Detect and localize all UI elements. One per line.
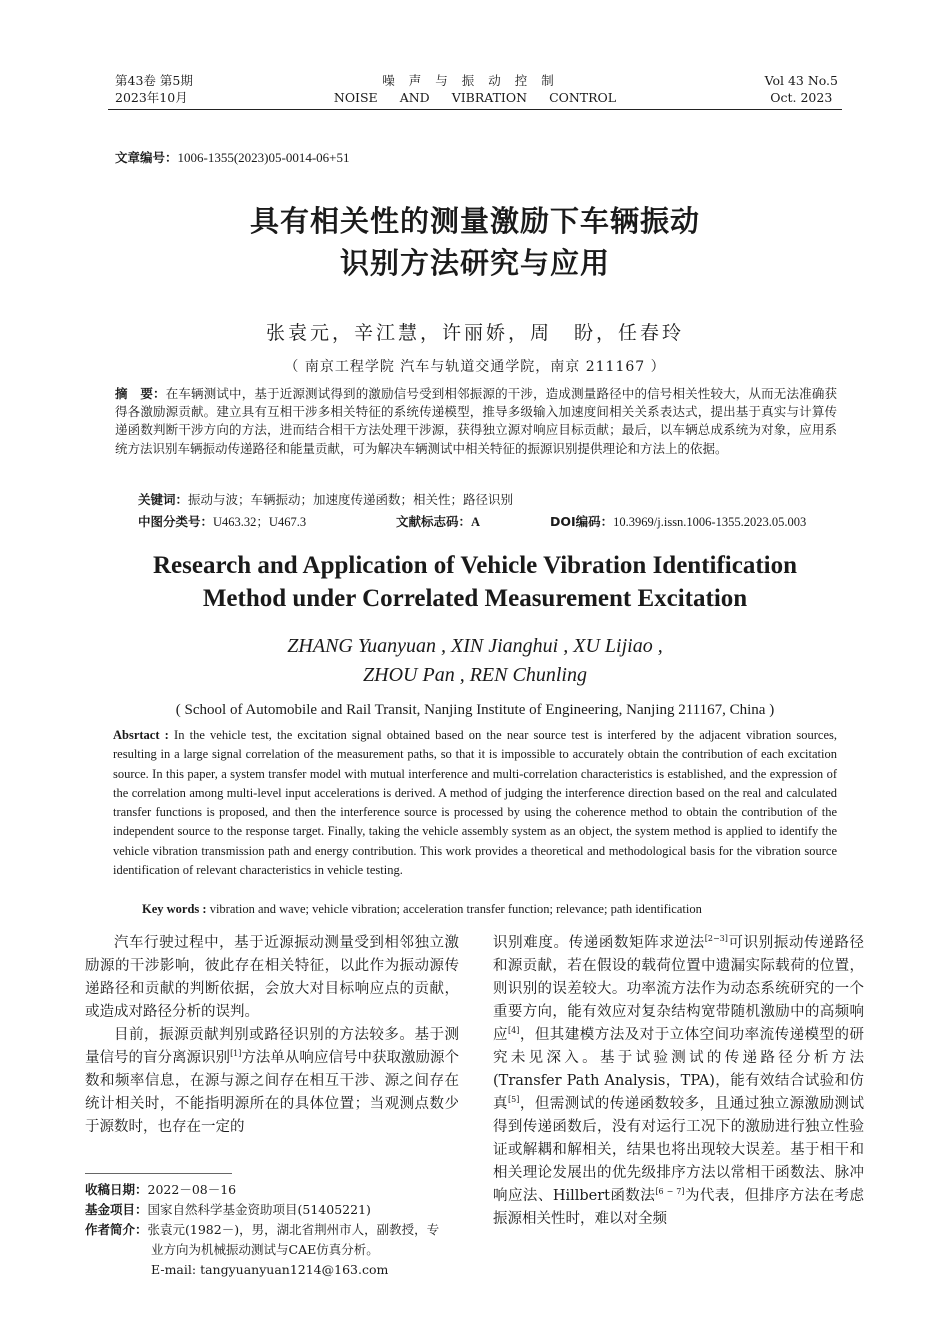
clc-number bbox=[138, 512, 306, 530]
received-label: 收稿日期： bbox=[85, 1182, 148, 1197]
clc-value: U463.32；U467.3 bbox=[213, 515, 307, 529]
body-text: ，但其建模方法及对于立体空间功率流传递模型的研究未见深入。基于试验测试的传递路径分析方法(Transfer Path Analysis，TPA)，能有效结合试验和仿真 bbox=[493, 1027, 865, 1112]
affiliation-cn: （ 南京工程学院 汽车与轨道交通学院，南京 211167 ） bbox=[284, 359, 666, 375]
document-code-label: 文献标志码： bbox=[396, 514, 472, 529]
publication-date-en: Oct. 2023 bbox=[770, 90, 833, 105]
abstract-cn-text: 在车辆测试中，基于近源测试得到的激励信号受到相邻振源的干涉，造成测量路径中的信号相关性较大，从而无法准确获得各激励源贡献。建立具有互相干涉多相关特征的系统传递模型，推导多级输入加速度间相关关系表达式，提出基于真实与计算传递函数判断干涉方向的方法，进而结合相干方法处理干涉源，获得独立源对响应目标贡献；最后，以车辆总成系统为对象，应用系统方法识别车辆振动传递路径和能量贡献，可为解决车辆测试中相关特征的振源识别提供理论和方法上的依据。 bbox=[115, 386, 837, 456]
body-column-left bbox=[85, 932, 459, 1139]
author-bio-text: 张袁元(1982－)，男，湖北省荆州市人，副教授，专 bbox=[147, 1222, 440, 1237]
document-code-value: A bbox=[471, 515, 481, 529]
title-en bbox=[0, 549, 950, 615]
volume-issue-en: Vol 43 No.5 bbox=[764, 73, 838, 88]
authors-cn: 张袁元，辛江慧，许丽娇，周 盼，任春玲 bbox=[265, 322, 684, 344]
body-paragraph bbox=[85, 1024, 459, 1139]
abstract-cn bbox=[115, 385, 837, 458]
body-column-right bbox=[493, 932, 864, 1231]
footnotes bbox=[85, 1180, 465, 1280]
body-paragraph: 汽车行驶过程中，基于近源振动测量受到相邻独立激励源的干涉影响，彼此存在相关特征，以此作为振动源传递路径和贡献的判断依据，会放大对目标响应点的贡献，或造成对路径分析的误判。 bbox=[85, 935, 459, 1020]
keywords-en-label: Key words : bbox=[142, 902, 207, 916]
journal-name-cn: 噪声与振动控制 bbox=[382, 73, 568, 88]
citation[interactable]: [1] bbox=[230, 1049, 242, 1059]
article-number-label: 文章编号： bbox=[115, 150, 178, 165]
volume-issue: 第43卷 第5期 bbox=[115, 73, 193, 88]
article-number-value: 1006-1355(2023)05-0014-06+51 bbox=[177, 150, 350, 165]
title-en-line: Research and Application of Vehicle Vibration Identification bbox=[152, 552, 798, 579]
doi-label: DOI编码： bbox=[550, 514, 614, 529]
citation[interactable]: [6 − 7] bbox=[655, 1187, 685, 1197]
title-cn-line: 具有相关性的测量激励下车辆振动 bbox=[249, 204, 700, 238]
author-email[interactable]: E-mail: tangyuanyuan1214@163.com bbox=[151, 1262, 389, 1277]
fund-value: 国家自然科学基金资助项目(51405221) bbox=[147, 1202, 371, 1217]
document-code bbox=[396, 512, 480, 530]
received-date bbox=[85, 1180, 465, 1200]
article-number bbox=[115, 148, 350, 166]
abstract-en-label: Absrtact : bbox=[113, 728, 169, 742]
abstract-en bbox=[113, 726, 837, 880]
header-right bbox=[765, 72, 838, 106]
body-text: 识别难度。传递函数矩阵求逆法 bbox=[493, 935, 705, 951]
body-text: 为代表，但排序方法在考虑振源相关性时，难以对全频 bbox=[493, 1188, 865, 1227]
authors-en bbox=[0, 632, 950, 690]
title-cn-line: 识别方法研究与应用 bbox=[339, 246, 610, 280]
body-text: 可识别振动传递路径和源贡献，若在假设的载荷位置中遗漏实际载荷的位置，则识别的误差较大。功率流方法作为动态系统研究的一个重要方向，能有效应对复杂结构宽带随机激励中的高频响应 bbox=[493, 935, 864, 1043]
body-text: 目前，振源贡献判别或路径识别的方法较多。基于测量信号的盲分离源识别 bbox=[85, 1027, 459, 1066]
authors-en-line: ZHOU Pan , REN Chunling bbox=[363, 664, 587, 686]
fund-info bbox=[85, 1200, 465, 1220]
author-bio bbox=[85, 1220, 465, 1240]
keywords-cn bbox=[138, 490, 513, 508]
clc-label: 中图分类号： bbox=[138, 514, 214, 529]
body-text: ，但需测试的传递函数较多，且通过独立源激励测试得到传递函数后，没有对运行工况下的激励进行独立性验证或解耦和解相关，结果也将出现较大误差。基于相干和相关理论发展出的优先级排序方法以常相干函数法、脉冲响应法、Hillbert函数法 bbox=[493, 1096, 865, 1204]
header-rule bbox=[108, 109, 842, 110]
abstract-en-text: In the vehicle test, the excitation signal obtained based on the near source test is interfered by the adjacent vibration sources, resulting in a large signal correlation of the measurement paths, so that it is impossible to accurately obtain the contribution of each excitation source. In this paper, a system transfer model with mutual interference and multi-correlation characteristics is established, and the expression of the correlation among multi-level input accelerations is derived. A method of judging the interference direction based on the real and calculated transfer functions is proposed, and then the interference source is processed by using the coherence method to obtain the contribution of the independent source to the response target. Finally, taking the vehicle assembly system as an object, the system method is applied to identify the vehicle vibration transmission path and energy contribution. This work provides a theoretical and methodological basis for the vibration source identification of relevant characteristics in vehicle testing. bbox=[113, 728, 837, 878]
keywords-en-text: vibration and wave; vehicle vibration; acceleration transfer function; relevance; path identification bbox=[206, 902, 702, 916]
doi-value: 10.3969/j.issn.1006-1355.2023.05.003 bbox=[613, 515, 807, 529]
authors-en-line: ZHANG Yuanyuan , XIN Jianghui , XU Lijiao , bbox=[287, 635, 663, 657]
keywords-cn-text: 振动与波；车辆振动；加速度传递函数；相关性；路径识别 bbox=[188, 492, 514, 507]
journal-name-en-word: VIBRATION bbox=[451, 90, 528, 105]
affiliation-en: ( School of Automobile and Rail Transit, Nanjing Institute of Engineering, Nanjing 211167, China ) bbox=[175, 702, 775, 718]
journal-name-en-word: CONTROL bbox=[549, 90, 617, 105]
journal-name-en-word: AND bbox=[399, 90, 430, 105]
fund-label: 基金项目： bbox=[85, 1202, 148, 1217]
keywords-cn-label: 关键词： bbox=[138, 492, 189, 507]
received-value: 2022－08－16 bbox=[147, 1182, 237, 1197]
title-cn bbox=[0, 200, 950, 284]
publication-date: 2023年10月 bbox=[115, 90, 188, 105]
author-bio-label: 作者简介： bbox=[85, 1222, 148, 1237]
citation[interactable]: [5] bbox=[508, 1095, 520, 1105]
citation[interactable]: [4] bbox=[508, 1026, 520, 1036]
journal-name-en-word: NOISE bbox=[333, 90, 378, 105]
citation[interactable]: [2−3] bbox=[704, 934, 728, 944]
abstract-cn-label: 摘 要： bbox=[115, 386, 166, 401]
title-en-line: Method under Correlated Measurement Excitation bbox=[202, 585, 748, 612]
keywords-en bbox=[142, 902, 702, 917]
body-paragraph bbox=[493, 932, 864, 1231]
author-bio-continued: 业方向为机械振动测试与CAE仿真分析。 bbox=[151, 1242, 379, 1257]
footnote-rule bbox=[85, 1173, 232, 1174]
body-text: 方法单从响应信号中获取激励源个数和频率信息，在源与源之间存在相互干涉、源之间存在统计相关时，不能指明源所在的具体位置；当观测点数少于源数时，也存在一定的 bbox=[85, 1050, 459, 1135]
doi bbox=[550, 512, 806, 530]
